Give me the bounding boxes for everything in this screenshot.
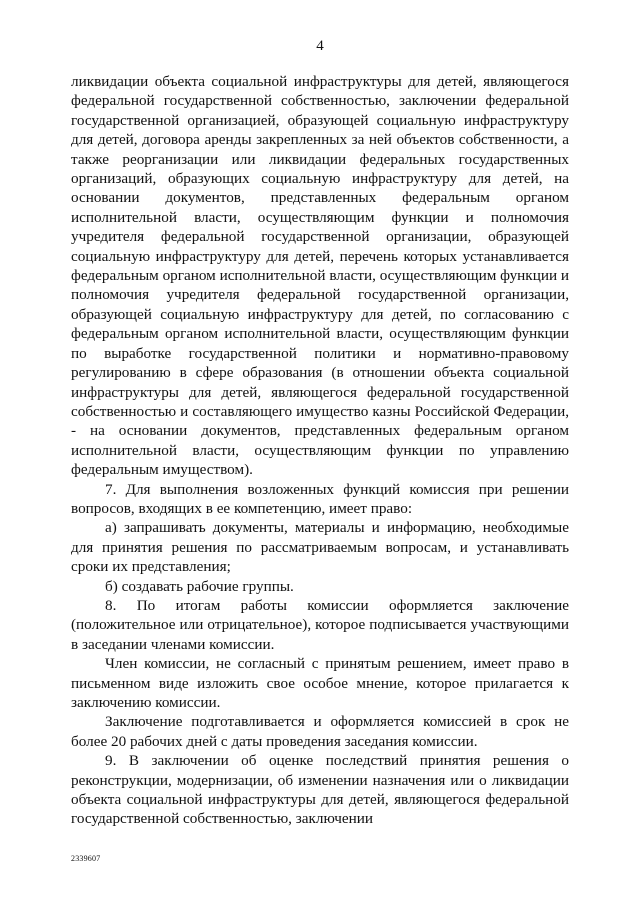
paragraph-continuation: ликвидации объекта социальной инфраструктуры для детей, являющегося федеральной государственной собственностью, заключении федеральной государственной организацией, образующей социальную инфраструктуру для детей, договора аренды закрепленных за ней объектов собственности, а также реорганизации или ликвидации федеральных государственных организаций, образующих социальную инфраструктуру для детей, на основании документов, представленных федеральным органом исполнительной власти, осуществляющим функции и полномочия учредителя федеральной государственной организации, образующей социальную инфраструктуру для детей, перечень которых устанавливается федеральным органом исполнительной власти, осуществляющим функции и полномочия учредителя федеральной государственной организации, образующей социальную инфраструктуру для детей, по согласованию с федеральным органом исполнительной власти, осуществляющим функции по выработке государственной политики и нормативно-правовому регулированию в сфере образования (в отношении объекта социальной инфраструктуры для детей, являющегося федеральной государственной собственностью и составляющего имущество казны Российской Федерации, - на основании документов, представленных федеральным органом исполнительной власти, осуществляющим функции по управлению федеральным имуществом). <box>71 73 569 479</box>
paragraph-item-8: 8. По итогам работы комиссии оформляется заключение (положительное или отрицательное), которое подписывается участвующими в заседании членами комиссии. <box>71 596 569 653</box>
document-code: 2339607 <box>71 854 101 863</box>
page-number: 4 <box>316 38 324 54</box>
paragraph-dissent: Член комиссии, не согласный с принятым решением, имеет право в письменном виде изложить свое особое мнение, которое прилагается к заключению комиссии. <box>71 655 569 711</box>
paragraph-deadline: Заключение подготавливается и оформляется комиссией в срок не более 20 рабочих дней с даты проведения заседания комиссии. <box>71 713 569 750</box>
paragraph-item-7b: б) создавать рабочие группы. <box>105 577 294 595</box>
document-body <box>71 72 569 829</box>
paragraph-item-9: 9. В заключении об оценке последствий принятия решения о реконструкции, модернизации, об изменении назначения или о ликвидации объекта социальной инфраструктуры для детей, являющегося федеральной государственной собственностью, заключении <box>71 752 569 828</box>
paragraph-item-7a: а) запрашивать документы, материалы и информацию, необходимые для принятия решения по рассматриваемым вопросам, и устанавливать сроки их представления; <box>71 519 569 576</box>
paragraph-item-7: 7. Для выполнения возложенных функций комиссия при решении вопросов, входящих в ее компетенцию, имеет право: <box>71 480 569 517</box>
